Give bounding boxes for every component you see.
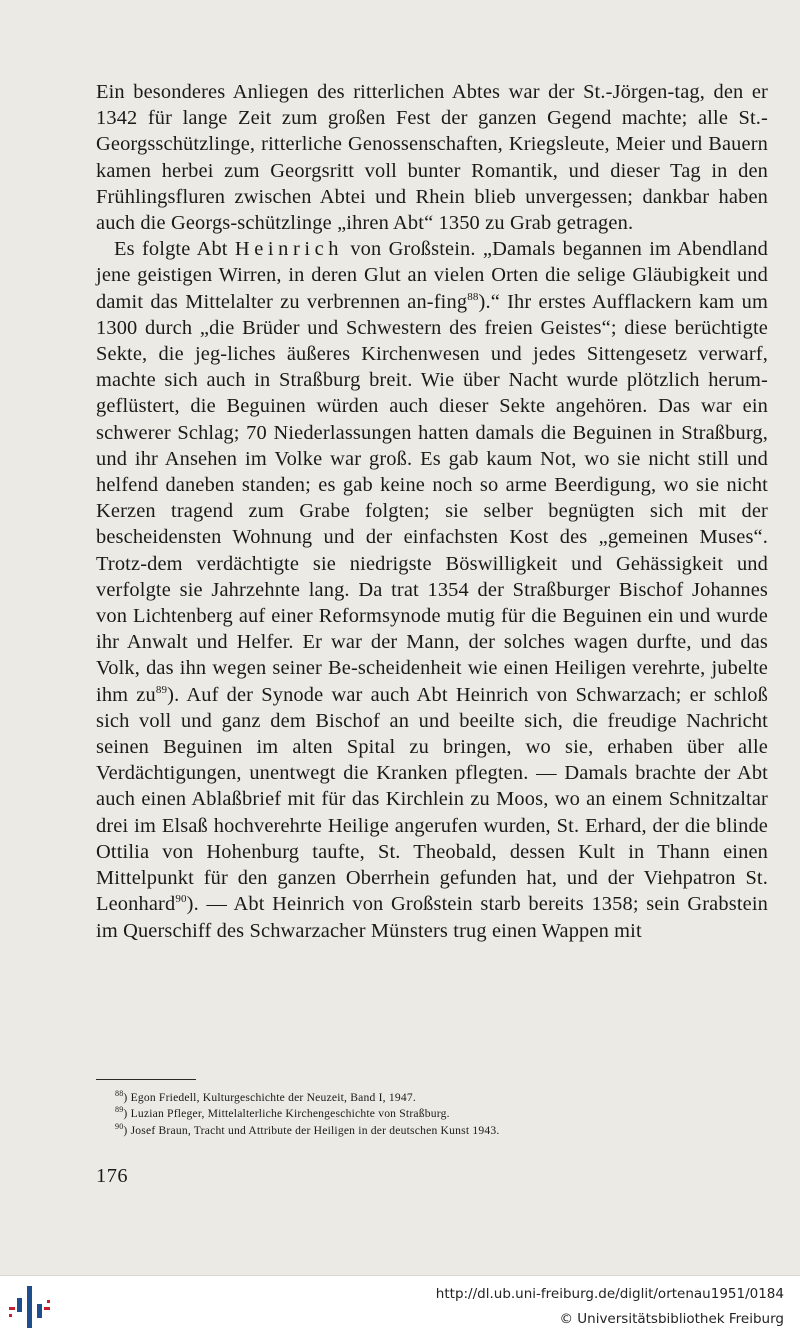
footnote-90 — [115, 1123, 735, 1139]
paragraph-2-intro: Es folgte Abt — [114, 238, 235, 261]
footnote-number: 90 — [115, 1121, 124, 1131]
footnote-text: ) Josef Braun, Tracht und Attribute der Heiligen in der deutschen Kunst 1943. — [123, 1123, 500, 1137]
paragraph-2-part-4: ). — Abt Heinrich von Großstein starb bereits 1358; sein Grabstein im Querschiff des Schwarzacher Münsters trug einen Wappen mit — [96, 893, 768, 942]
paragraph-2-after-name: von Großstein. „Damals begannen im Abendland jene geistigen Wirren, in deren Glut an vielen Orten die selige Gläubigkeit und damit das Mittelalter zu verbrennen an-fing — [96, 238, 768, 313]
footnote-ref-88: 88 — [467, 290, 479, 303]
footnote-number: 88 — [115, 1089, 124, 1099]
footnotes — [115, 1090, 735, 1139]
paragraph-2 — [96, 236, 768, 943]
footnote-88 — [115, 1090, 735, 1106]
paragraph-2-part-3: ). Auf der Synode war auch Abt Heinrich von Schwarzach; er schloß sich voll und ganz dem Bischof an und beeilte sich, die freudige Nachricht seinen Beguinen im alten Spital zu bringen, wo sie, erhaben über alle Verdächtigungen, unentwegt die Kranken pflegten. — Damals brachte der Abt auch einen Ablaßbrief mit für das Kirchlein zu Moos, wo an einem Schnitzaltar drei im Elsaß hochverehrte Heilige angerufen wurden, St. Erhard, der die blinde Ottilia von Hohenburg taufte, St. Theobald, dessen Kult in Thann einen Mittelpunkt für den ganzen Oberrhein gefunden hat, und der Viehpatron St. Leonhard — [96, 683, 768, 916]
document-url-link[interactable]: http://dl.ub.uni-freiburg.de/diglit/ortenau1951/0184 — [435, 1286, 784, 1302]
footnote-divider — [96, 1079, 196, 1080]
footnote-number: 89 — [115, 1105, 124, 1115]
page-number: 176 — [96, 1165, 129, 1187]
footnote-89 — [115, 1106, 735, 1122]
copyright-notice: © Universitätsbibliothek Freiburg — [559, 1311, 784, 1327]
viewer-footer-bar — [0, 1275, 800, 1337]
paragraph-2-part-2: ).“ Ihr erstes Aufflackern kam um 1300 durch „die Brüder und Schwestern des freien Geistes“; diese berüchtigte Sekte, die jeg-liches äußeres Kirchenwesen und jedes Sittengesetz verwarf, machte sich auch in Straßburg breit. Wie über Nacht wurde plötzlich herum-geflüstert, die Beguinen würden auch dieser Sekte angehören. Das war ein schwerer Schlag; 70 Niederlassungen hatten damals die Beguinen in Straßburg, und ihr Ansehen im Volke war groß. Es gab kaum Not, wo sie nicht still und helfend daneben standen; es gab keine noch so arme Beerdigung, wo sie nicht Kerzen tragend zum Grabe folgten; sie selber begnügten sich mit der bescheidensten Wohnung und der einfachsten Kost des „gemeinen Muses“. Trotz-dem verdächtigte sie niedrigste Böswilligkeit und Gehässigkeit und verfolgte sie Jahrzehnte lang. Da trat 1354 der Straßburger Bischof Johannes von Lichtenberg auf einer Reformsynode mutig für die Beguinen ein und wurde ihr Anwalt und Helfer. Er war der Mann, der solches wagen durfte, und das Volk, das ihn wegen seiner Be-scheidenheit wie einen Heiligen verehrte, jubelte ihm zu — [96, 290, 768, 706]
footnote-ref-89: 89 — [155, 683, 168, 696]
footnote-text: ) Luzian Pfleger, Mittelalterliche Kirchengeschichte von Straßburg. — [123, 1107, 450, 1121]
footnote-ref-90: 90 — [175, 893, 187, 906]
body-text — [96, 79, 768, 944]
abbot-name-spaced: Heinrich — [234, 238, 344, 261]
paragraph-1: Ein besonderes Anliegen des ritterlichen Abtes war der St.-Jörgen-tag, den er 1342 für lange Zeit zum großen Fest der ganzen Gegend machte; alle St.-Georgsschützlinge, ritterliche Genossenschaften, Kriegsleute, Meier und Bauern kamen herbei zum Georgsritt voll bunter Romantik, und dieser Tag in den Frühlingsfluren zwischen Abtei und Rhein blieb unvergessen; dankbar haben auch die Georgs-schützlinge „ihren Abt“ 1350 zu Grab getragen. — [96, 81, 768, 235]
university-library-logo-icon[interactable] — [7, 1284, 51, 1330]
footnote-text: ) Egon Friedell, Kulturgeschichte der Neuzeit, Band I, 1947. — [123, 1091, 416, 1104]
